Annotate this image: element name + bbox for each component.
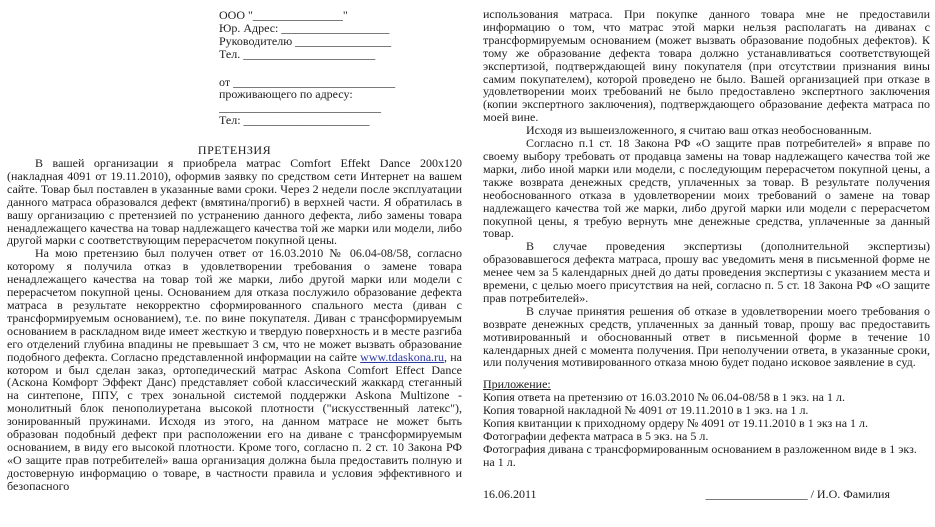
recipient-director-line: Руководителю ________________ bbox=[219, 34, 392, 48]
paragraph-conclusion: Исходя из вышеизложенного, я считаю ваш отказ необоснованным. bbox=[526, 123, 872, 138]
sender-phone-line: Тел: _____________________ bbox=[219, 114, 370, 128]
recipient-legal-address-line: Юр. Адрес: __________________ bbox=[219, 21, 390, 35]
paragraph-refusal-text-after-link: , на котором и был сделан заказ, ортопедический матрас Askona Comfort Effect Dance (Аскона Комфорт Эффект Данс) представляет собой классический жаккард стеганный на синтепоне, ППУ, с трех зональной системой поддержки Askona Multizone - монолитный блок пенополиуретана высокой плотности ("искусственный латекс"), зонированный пружинами. Исходя из этого, на данном матрасе не может быть образован подобный дефект при расположении его на диване с трансформируемым основанием, в виду его высокой плотности. Кроме того, согласно п. 2 ст. 10 Закона РФ «О защите прав потребителей» ваша организация должна была предоставить полную и достоверную информацию о товаре, в частности правила и условия эффективного и безопасного bbox=[7, 349, 463, 493]
paragraph-refusal bbox=[7, 247, 462, 492]
signature-date: 16.06.2011 bbox=[483, 486, 537, 501]
document-page-2 bbox=[483, 0, 930, 501]
signature-row bbox=[483, 488, 930, 501]
sender-block bbox=[219, 76, 462, 128]
sender-from-line: от ___________________________ bbox=[219, 75, 396, 89]
website-link[interactable]: www.tdaskona.ru bbox=[360, 349, 445, 364]
paragraph-demand: Согласно п.1 ст. 18 Закона РФ «О защите прав потребителей» я вправе по своему выбору требовать от продавца замены на товар надлежащего качества той же марки, либо иной марки или модели, с последующим перерасчетом покупной цены, а также возврата денежных средств, уплаченных за товар. В результате получения необоснованного отказа в удовлетворении моих требований о замене на товар надлежащего качества той же марки, либо другой марки или модели с перерасчетом покупной цены, я требую вернуть мне денежные средства, уплаченные за данный товар. bbox=[483, 136, 930, 241]
paragraph-intro: В вашей организации я приобрела матрас Comfort Effekt Dance 200x120 (накладная 4091 от 19.11.2010), оформив заявку по средством сети Интернет на вашем сайте. Товар был поставлен в указанные вами сроки. Через 2 недели после эксплуатации данного матраса образовался дефект (вмятина/прогиб) в верхней части. Я обратилась в вашу организацию с претензией по устранению данного дефекта, либо замены товара ненадлежащего качества на товар надлежащего качества той же марки или модели, либо другой марки с соответствующим перерасчетом покупной цены. bbox=[7, 156, 462, 248]
attachment-item: Копия квитанции к приходному ордеру № 4091 от 19.11.2010 в 1 экз на 1 л. bbox=[483, 416, 869, 431]
attachment-item: Фотографии дефекта матраса в 5 экз. на 5 л. bbox=[483, 429, 709, 443]
document-title: ПРЕТЕНЗИЯ bbox=[197, 143, 272, 158]
recipient-phone-line: Тел. ______________________ bbox=[219, 47, 376, 61]
attachments-section bbox=[483, 378, 930, 468]
signature-name-line: _________________ / И.О. Фамилия bbox=[705, 486, 890, 501]
paragraph-refusal-text-before-link: На мою претензию был получен ответ от 16.03.2010 № 06.04-08/58, согласно которому я получила отказ в удовлетворении требования о замене товара ненадлежащего качества на товар той же марки, либо другой марки или модели с перерасчетом покупной цены. Основанием для отказа послужило образование дефекта матраса в результате некорректно сформированного спального места (диван с трансформируемым основанием), т.е. по вине покупателя. Диван с трансформируемым основанием в раскладном виде имеет жесткую и твердую поверхность и в месте разгиба его отделений глубина впадины не превышает 3 см, что не может вызвать образование подобного дефекта. Согласно представленной информации на сайте bbox=[7, 246, 462, 364]
paragraph-court: В случае принятия решения об отказе в удовлетворении моего требования о возврате денежных средств, уплаченных за данный товар, прошу вас предоставить мотивированный и обоснованный ответ в письменной форме в течение 10 календарных дней с момента получения. При неполучении ответа, в указанные сроки, или получения мотивированного отказа мною будет подано исковое заявление в суд. bbox=[483, 303, 930, 370]
attachment-item: Копия ответа на претензию от 16.03.2010 № 06.04-08/58 в 1 экз. на 1 л. bbox=[483, 390, 845, 405]
recipient-block bbox=[219, 9, 462, 61]
attachment-item: Фотография дивана с трансформированным основанием в разложенном виде в 1 экз. на 1 л. bbox=[483, 441, 917, 469]
recipient-company-line: ООО "_______________" bbox=[219, 9, 348, 22]
paragraph-continuation: использования матраса. При покупке данного товара мне не предоставили информацию о том, что матрас этой марки нельзя располагать на диванах с трансформируемым основанием (может вызвать образование подобных дефектов). К тому же образование дефекта товара должно устанавливаться соответствующей экспертизой, подтверждающей вину покупателя (при отсутствии признания вины самим покупателем), которой проведено не было. Вашей организацией при отказе в удовлетворении моих требований не было предоставлено экспертного заключения (копии экспертного заключения), подтверждающего образование дефекта матраса по моей вине. bbox=[483, 7, 930, 125]
sender-address-blank-line: ___________________________ bbox=[219, 101, 381, 115]
document-page-1 bbox=[7, 0, 462, 493]
paragraph-expertise: В случае проведения экспертизы (дополнительной экспертизы) образовавшегося дефекта матраса, прошу вас уведомить меня в письменной форме не менее чем за 5 календарных дней до даты проведения экспертизы с указанием места и времени, с целью моего присутствия на ней, согласно п. 5 ст. 18 Закона РФ «О защите прав потребителей». bbox=[483, 239, 930, 305]
attachments-heading: Приложение: bbox=[483, 377, 551, 392]
sender-residence-label: проживающего по адресу: bbox=[219, 88, 353, 102]
attachment-item: Копия товарной накладной № 4091 от 19.11.2010 в 1 экз. на 1 л. bbox=[483, 403, 809, 418]
